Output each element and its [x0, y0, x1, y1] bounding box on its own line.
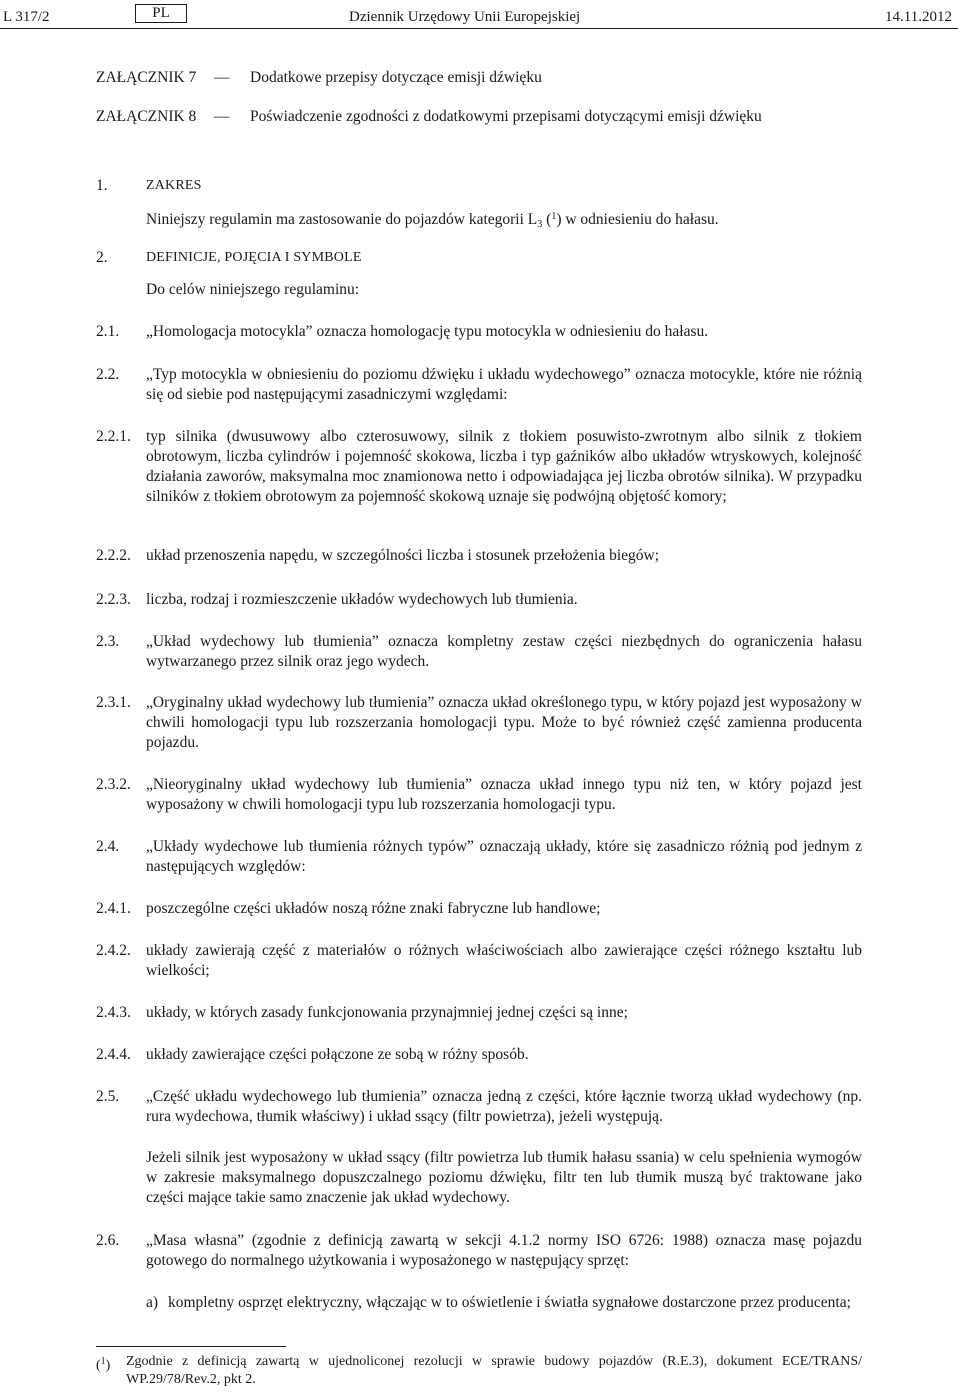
item-2-4 — [96, 837, 862, 877]
item-number: 2.4.4. — [96, 1046, 131, 1063]
item-number: 2.2.3. — [96, 591, 131, 608]
item-2-3 — [96, 632, 862, 672]
footnote-number: ($^1$) — [96, 1356, 111, 1373]
item-number: 2.3. — [96, 633, 120, 650]
item-text: „Układy wydechowe lub tłumienia różnych typów” oznaczają układy, które się zasadniczo różnią pod jednym z następujących względów: — [146, 838, 862, 875]
annex-8-line — [96, 107, 762, 127]
item-number: 2.5. — [96, 1088, 120, 1105]
item-2-6 — [96, 1231, 862, 1271]
item-2-5-paragraph: Jeżeli silnik jest wyposażony w układ ssący (filtr powietrza lub tłumik hałasu ssania) w celu spełnienia wymogów w zakresie maksymalnego dopuszczalnego poziomu dźwięku, filtr ten lub tłumik muszą być traktowane jako części mające takie samo znaczenie jak układ wydechowy. — [146, 1149, 862, 1206]
item-text: „Masa własna” (zgodnie z definicją zawartą w sekcji 4.1.2 normy ISO 6726: 1988) oznacza masę pojazdu gotowego do normalnego użytkowania i wyposażonego w następujący sprzęt: — [146, 1232, 862, 1269]
item-2-3-1 — [96, 693, 862, 753]
footnote — [96, 1353, 862, 1389]
item-text: typ silnika (dwusuwowy albo czterosuwowy, silnik z tłokiem posuwisto-zwrotnym albo silnik z tłokiem obrotowym, liczba cylindrów i pojemność skokowa, liczba i typ gaźników albo układów wtryskowych, kolejność działania zaworów, maksymalna moc znamionowa netto i odpowiadająca jej liczba obrotów silnika). W przypadku silników z tłokiem obrotowym za pojemność skokową uznaje się podwójną objętość komory; — [146, 428, 862, 505]
item-2-2-3 — [96, 590, 862, 610]
item-2-2 — [96, 365, 862, 405]
section-1-heading — [96, 176, 862, 196]
annex-dash: — — [214, 108, 230, 125]
page-number: L 317/2 — [3, 9, 50, 25]
item-text: „Typ motocykla w obniesieniu do poziomu dźwięku i układu wydechowego” oznacza motocykle, które nie różnią się od siebie pod następującymi zasadniczymi względami: — [146, 366, 862, 403]
item-2-3-2 — [96, 775, 862, 815]
section-2-intro: Do celów niniejszego regulaminu: — [146, 281, 360, 298]
item-number: 2.4.1. — [96, 900, 131, 917]
section-1-text: Niniejszy regulamin ma zastosowanie do pojazdów kategorii $L_3$ ($^1$) w odniesieniu do hałasu. — [146, 211, 719, 230]
item-number: 2.2.1. — [96, 428, 131, 445]
item-number: 2.6. — [96, 1232, 120, 1249]
item-number: 2.3.1. — [96, 694, 131, 711]
journal-title: Dziennik Urzędowy Unii Europejskiej — [349, 9, 581, 25]
item-text: układy zawierają część z materiałów o różnych właściwościach albo zawierające części różnego kształtu lub wielkości; — [146, 942, 862, 979]
item-2-2-2 — [96, 546, 862, 566]
item-number: 2.4.2. — [96, 942, 131, 959]
item-text: „Część układu wydechowego lub tłumienia” oznacza jedną z części, które łącznie tworzą układ wydechowy (np. rura wydechowa, tłumik właściwy) i układ ssący (filtr powietrza), jeżeli występują. — [146, 1088, 862, 1125]
item-number: 2.2.2. — [96, 547, 131, 564]
item-2-4-1 — [96, 899, 862, 919]
annex-title: Poświadczenie zgodności z dodatkowymi przepisami dotyczącymi emisji dźwięku — [250, 108, 762, 125]
category-subscript: 3 — [537, 219, 543, 230]
item-text: układy zawierające części połączone ze sobą w różny sposób. — [146, 1046, 529, 1063]
item-number: 2.3.2. — [96, 776, 131, 793]
item-number: 2.1. — [96, 323, 120, 340]
footnote-divider — [96, 1346, 286, 1347]
item-text: „Układ wydechowy lub tłumienia” oznacza kompletny zestaw części niezbędnych do ograniczenia hałasu wytwarzanego przez silnik oraz jego wydech. — [146, 633, 862, 670]
footnote-text: Zgodnie z definicją zawartą w ujednoliconej rezolucji w sprawie budowy pojazdów (R.E.3), dokument ECE/TRANS/ WP.29/78/Rev.2, pkt 2. — [126, 1354, 862, 1387]
item-2-6-a — [146, 1293, 862, 1313]
annex-dash: — — [214, 69, 230, 86]
item-text: „Homologacja motocykla” oznacza homologację typu motocykla w odniesieniu do hałasu. — [146, 323, 709, 340]
item-2-2-1 — [96, 427, 862, 507]
annex-title: Dodatkowe przepisy dotyczące emisji dźwięku — [250, 69, 542, 86]
publication-date: 14.11.2012 — [885, 9, 952, 25]
item-2-4-4 — [96, 1045, 862, 1065]
list-letter: a) — [146, 1294, 159, 1311]
section-title: ZAKRES — [146, 178, 202, 193]
item-text: poszczególne części układów noszą różne znaki fabryczne lub handlowe; — [146, 900, 601, 917]
section-number: 1. — [96, 177, 108, 194]
item-2-5 — [96, 1087, 862, 1127]
item-2-4-3 — [96, 1003, 862, 1023]
item-text: „Oryginalny układ wydechowy lub tłumienia” oznacza układ określonego typu, w który pojazd jest wyposażony w chwili homologacji typu lub rozszerzania homologacji typu. Może to być również część zamienna producenta pojazdu. — [146, 694, 862, 751]
section-2-heading — [96, 248, 862, 268]
annex-label: ZAŁĄCZNIK 7 — [96, 69, 197, 86]
item-number: 2.4. — [96, 838, 120, 855]
item-2-4-2 — [96, 941, 862, 981]
item-text: kompletny osprzęt elektryczny, włączając w to oświetlenie i światła sygnałowe dostarczone przez producenta; — [168, 1294, 851, 1311]
item-text: układy, w których zasady funkcjonowania przynajmniej jednej części są inne; — [146, 1004, 628, 1021]
item-text: układ przenoszenia napędu, w szczególności liczba i stosunek przełożenia biegów; — [146, 547, 660, 564]
item-2-1 — [96, 322, 862, 342]
section-number: 2. — [96, 249, 108, 266]
annex-7-line — [96, 68, 542, 88]
language-badge: PL — [135, 4, 187, 23]
item-number: 2.2. — [96, 366, 120, 383]
item-text: liczba, rodzaj i rozmieszczenie układów wydechowych lub tłumienia. — [146, 591, 578, 608]
header-divider — [0, 28, 958, 29]
footnote-ref: 1 — [551, 211, 557, 222]
annex-label: ZAŁĄCZNIK 8 — [96, 108, 197, 125]
page-header — [0, 4, 960, 26]
item-number: 2.4.3. — [96, 1004, 131, 1021]
section-title: DEFINICJE, POJĘCIA I SYMBOLE — [146, 250, 362, 265]
item-text: „Nieoryginalny układ wydechowy lub tłumienia” oznacza układ innego typu niż ten, w który pojazd jest wyposażony w chwili homologacji typu lub rozszerzania homologacji typu. — [146, 776, 862, 813]
